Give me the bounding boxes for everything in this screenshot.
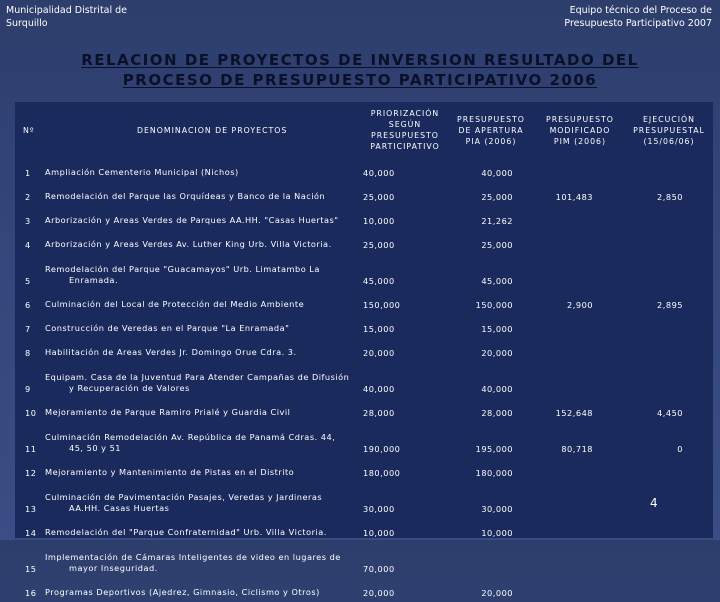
ejecucion-cell: 0: [677, 444, 683, 454]
priorizacion-cell: 20,000: [363, 348, 395, 358]
row-number-cell: 7: [25, 324, 31, 334]
project-name: Culminación de Pavimentación Pasajes, Veredas y Jardineras: [45, 492, 323, 502]
table-row: [15, 482, 713, 518]
priorizacion-cell: 10,000: [363, 216, 395, 226]
project-cell: [45, 230, 363, 254]
table-row: [15, 290, 713, 314]
row-number-cell: 8: [25, 348, 31, 358]
projects-table-panel: [15, 102, 713, 598]
pim-cell: [535, 458, 625, 482]
ejecucion-cell: [625, 518, 713, 542]
project-name-continued: y Recuperación de Valores: [69, 383, 190, 393]
title-line2: PROCESO DE PRESUPUESTO PARTICIPATIVO 2006: [122, 71, 598, 89]
project-cell: [45, 458, 363, 482]
project-cell: [45, 158, 363, 182]
project-name: Equipam. Casa de la Juventud Para Atender Campañas de Difusión: [45, 372, 350, 382]
municipality-header: [6, 4, 127, 30]
pia-cell: 150,000: [475, 300, 513, 310]
table-row: [15, 518, 713, 542]
project-cell: [45, 182, 363, 206]
header-priorizacion: PRIORIZACIÓN SEGÚN PRESUPUESTO PARTICIPATIVO: [370, 109, 440, 151]
project-name: Arborización y Areas Verdes Av. Luther King Urb. Villa Victoria.: [45, 239, 332, 249]
project-name: Programas Deportivos (Ajedrez, Gimnasio, Ciclismo y Otros): [45, 587, 320, 597]
table-row: [15, 338, 713, 362]
pia-cell: 15,000: [481, 324, 513, 334]
table-row: [15, 458, 713, 482]
ejecucion-cell: [625, 458, 713, 482]
row-number-cell: 14: [25, 528, 37, 538]
pia-cell: 28,000: [481, 408, 513, 418]
team-line1: Equipo técnico del Proceso de: [569, 5, 712, 16]
row-number-cell: 2: [25, 192, 31, 202]
pia-cell: 195,000: [475, 444, 513, 454]
project-name: Construcción de Veredas en el Parque "La Enramada": [45, 323, 290, 333]
page-number: 4: [650, 496, 658, 510]
table-row: [15, 362, 713, 398]
table-row: [15, 182, 713, 206]
project-cell: [45, 518, 363, 542]
project-cell: [45, 362, 363, 398]
header-pim: PRESUPUESTO MODIFICADO PIM (2006): [546, 114, 614, 146]
priorizacion-cell: 150,000: [363, 300, 401, 310]
row-number-cell: 16: [25, 588, 37, 598]
pia-cell: 30,000: [481, 504, 513, 514]
priorizacion-cell: 40,000: [363, 168, 395, 178]
row-number-cell: 10: [25, 408, 37, 418]
row-number-cell: 4: [25, 240, 31, 250]
pim-cell: 80,718: [561, 444, 593, 454]
project-name-continued: mayor Inseguridad.: [69, 563, 158, 573]
project-name: Remodelación del Parque "Guacamayos" Urb. Limatambo La: [45, 264, 320, 274]
priorizacion-cell: 20,000: [363, 588, 395, 598]
project-cell: [45, 338, 363, 362]
pim-cell: 152,648: [555, 408, 593, 418]
ejecucion-cell: [625, 230, 713, 254]
project-name: Culminación del Local de Protección del Medio Ambiente: [45, 299, 305, 309]
header-nro: Nº: [23, 125, 35, 135]
pia-cell: [447, 542, 535, 578]
priorizacion-cell: 45,000: [363, 276, 395, 286]
title-line1: RELACION DE PROYECTOS DE INVERSION RESULTADO DEL: [81, 51, 639, 69]
ejecucion-cell: 2,850: [657, 192, 683, 202]
pia-cell: 45,000: [481, 276, 513, 286]
header-ejecucion: EJECUCIÓN PRESUPUESTAL (15/06/06): [633, 114, 705, 146]
projects-table: [15, 102, 713, 602]
priorizacion-cell: 15,000: [363, 324, 395, 334]
pim-cell: [535, 338, 625, 362]
pia-cell: 20,000: [481, 348, 513, 358]
header-pia: PRESUPUESTO DE APERTURA PIA (2006): [457, 114, 525, 146]
row-number-cell: 12: [25, 468, 37, 478]
project-name: Implementación de Cámaras Inteligentes de video en lugares de: [45, 552, 341, 562]
row-number-cell: 6: [25, 300, 31, 310]
project-name: Culminación Remodelación Av. República de Panamá Cdras. 44,: [45, 432, 336, 442]
table-header-row: [15, 102, 713, 158]
project-cell: [45, 422, 363, 458]
project-name: Remodelación del Parque las Orquídeas y Banco de la Nación: [45, 191, 326, 201]
project-cell: [45, 290, 363, 314]
ejecucion-cell: [625, 578, 713, 602]
pim-cell: [535, 254, 625, 290]
ejecucion-cell: [625, 482, 713, 518]
project-name-continued: 45, 50 y 51: [69, 443, 122, 453]
row-number-cell: 1: [25, 168, 31, 178]
pim-cell: [535, 578, 625, 602]
pia-cell: 10,000: [481, 528, 513, 538]
ejecucion-cell: [625, 254, 713, 290]
table-row: [15, 578, 713, 602]
project-name-continued: Enramada.: [69, 275, 119, 285]
row-number-cell: 3: [25, 216, 31, 226]
pia-cell: 21,262: [481, 216, 513, 226]
project-name: Mejoramiento de Parque Ramiro Prialé y Guardia Civil: [45, 407, 291, 417]
priorizacion-cell: 30,000: [363, 504, 395, 514]
priorizacion-cell: 70,000: [363, 564, 395, 574]
ejecucion-cell: [625, 542, 713, 578]
header-denominacion: DENOMINACION DE PROYECTOS: [137, 125, 288, 135]
pia-cell: 25,000: [481, 240, 513, 250]
project-name: Remodelación del "Parque Confraternidad" Urb. Villa Victoria.: [45, 527, 327, 537]
ejecucion-cell: [625, 158, 713, 182]
table-row: [15, 206, 713, 230]
project-cell: [45, 206, 363, 230]
project-cell: [45, 578, 363, 602]
table-row: [15, 398, 713, 422]
table-row: [15, 542, 713, 578]
table-row: [15, 158, 713, 182]
team-line2: Presupuesto Participativo 2007: [564, 18, 712, 29]
priorizacion-cell: 28,000: [363, 408, 395, 418]
pim-cell: [535, 158, 625, 182]
pia-cell: 40,000: [481, 168, 513, 178]
row-number-cell: 11: [25, 444, 37, 454]
ejecucion-cell: 2,895: [657, 300, 683, 310]
priorizacion-cell: 190,000: [363, 444, 401, 454]
priorizacion-cell: 40,000: [363, 384, 395, 394]
row-number-cell: 5: [25, 276, 31, 286]
project-cell: [45, 482, 363, 518]
pim-cell: [535, 542, 625, 578]
project-name: Ampliación Cementerio Municipal (Nichos): [45, 167, 239, 177]
ejecucion-cell: [625, 314, 713, 338]
pim-cell: [535, 518, 625, 542]
project-name: Arborización y Areas Verdes de Parques AA.HH. "Casas Huertas": [45, 215, 339, 225]
project-cell: [45, 254, 363, 290]
project-cell: [45, 542, 363, 578]
table-row: [15, 314, 713, 338]
project-name: Habilitación de Areas Verdes Jr. Domingo Orue Cdra. 3.: [45, 347, 297, 357]
row-number-cell: 9: [25, 384, 31, 394]
ejecucion-cell: 4,450: [657, 408, 683, 418]
priorizacion-cell: 25,000: [363, 240, 395, 250]
pim-cell: [535, 362, 625, 398]
priorizacion-cell: 180,000: [363, 468, 401, 478]
pim-cell: [535, 482, 625, 518]
pia-cell: 20,000: [481, 588, 513, 598]
pia-cell: 180,000: [475, 468, 513, 478]
priorizacion-cell: 10,000: [363, 528, 395, 538]
row-number-cell: 13: [25, 504, 37, 514]
pim-cell: [535, 206, 625, 230]
pim-cell: 2,900: [567, 300, 593, 310]
team-header: [564, 4, 712, 30]
project-name-continued: AA.HH. Casas Huertas: [69, 503, 170, 513]
municipality-line2: Surquillo: [6, 18, 48, 29]
pim-cell: [535, 230, 625, 254]
ejecucion-cell: [625, 362, 713, 398]
priorizacion-cell: 25,000: [363, 192, 395, 202]
ejecucion-cell: [625, 206, 713, 230]
ejecucion-cell: [625, 338, 713, 362]
table-row: [15, 254, 713, 290]
project-cell: [45, 314, 363, 338]
pia-cell: 40,000: [481, 384, 513, 394]
row-number-cell: 15: [25, 564, 37, 574]
project-name: Mejoramiento y Mantenimiento de Pistas en el Distrito: [45, 467, 295, 477]
pim-cell: 101,483: [555, 192, 593, 202]
table-row: [15, 422, 713, 458]
page-title: [0, 50, 720, 90]
table-row: [15, 230, 713, 254]
project-cell: [45, 398, 363, 422]
table-body: [15, 158, 713, 602]
municipality-line1: Municipalidad Distrital de: [6, 5, 128, 16]
pia-cell: 25,000: [481, 192, 513, 202]
pim-cell: [535, 314, 625, 338]
